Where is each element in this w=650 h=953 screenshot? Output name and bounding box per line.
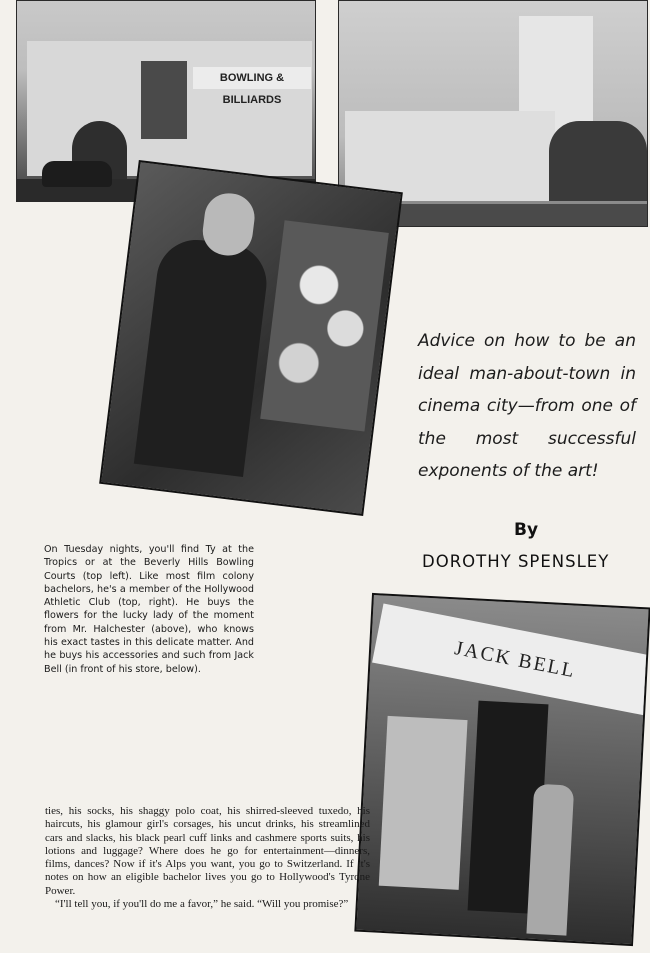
byline-by: By: [514, 520, 539, 540]
byline-author: DOROTHY SPENSLEY: [422, 552, 610, 571]
article-body: [45, 805, 370, 911]
flowers: [260, 220, 389, 431]
trees: [549, 121, 647, 201]
man-figure: [134, 235, 271, 477]
man-head: [200, 191, 257, 259]
article-deck: Advice on how to be an ideal man-about-town in cinema city—from one of the most successful exponents of the art!: [418, 331, 636, 481]
bowling-sign: BOWLING & BILLIARDS: [193, 67, 311, 89]
man-in-suit: [526, 784, 574, 936]
body-paragraph: “I'll tell you, if you'll do me a favor,” he said. “Will you promise?”: [55, 898, 349, 911]
low-building: [345, 111, 555, 201]
photo-caption: On Tuesday nights, you'll find Ty at the Tropics or at the Beverly Hills Bowling Courts (top left). Like most film colony bachelors, he's a member of the Hollywood Athletic Club (top, right). He buys the flowers for the lucky lady of the moment from Mr. Halchester (above), who knows his exact tastes in this delicate matter. And he buys his accessories and such from Jack Bell (in front of his store, below).: [44, 544, 254, 675]
photo-jack-bell-store: [354, 593, 650, 946]
car: [42, 161, 112, 187]
body-paragraph: ties, his socks, his shaggy polo coat, his shirred-sleeved tuxedo, his haircuts, his glamour girl's corsages, his uncut drinks, his streamlined cars and slacks, his black pearl cuff links and cashmere sports suits, his lotions and luggage? Where does he go for entertainment—dinners, films, dances? Now if it's Alps you want, you go to Switzerland. If it's notes on how an eligible bachelor lives you go to Hollywood's Tyrone Power.: [45, 805, 370, 897]
store-awning: JACK BELL: [372, 604, 650, 716]
poster: [141, 61, 187, 139]
photo-florist: [99, 160, 403, 516]
display-window: [379, 716, 468, 890]
